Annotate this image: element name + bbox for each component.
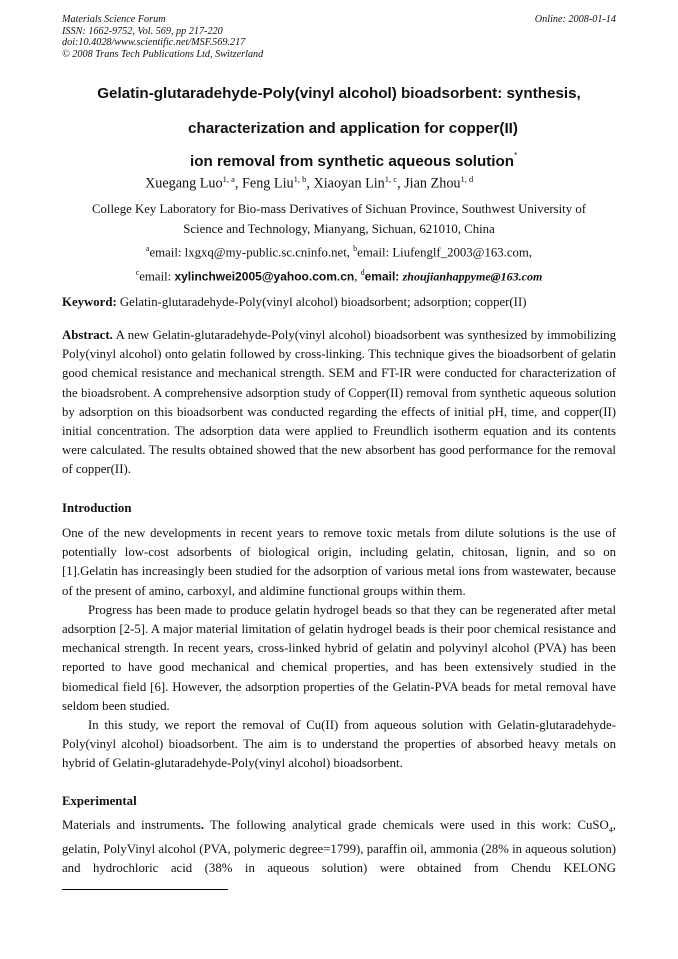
affiliation-line-1: College Key Laboratory for Bio-mass Derivatives of Sichuan Province, Southwest University of bbox=[92, 202, 586, 216]
email-line-1 bbox=[62, 239, 616, 263]
paper-title-line-3 bbox=[190, 153, 517, 170]
email-a: email: lxgxq@my-public.sc.cninfo.net, bbox=[149, 245, 354, 260]
keyword-label: Keyword: bbox=[62, 295, 117, 309]
experimental-heading: Experimental bbox=[62, 794, 137, 808]
title-line-3-text: ion removal from synthetic aqueous solution bbox=[190, 153, 515, 171]
introduction-body bbox=[62, 524, 616, 774]
author-separator: , bbox=[234, 175, 242, 192]
keyword-line bbox=[62, 293, 616, 312]
author-affiliation-mark: 1, d bbox=[460, 174, 474, 184]
title-footnote-mark: * bbox=[514, 151, 518, 160]
intro-paragraph-1: One of the new developments in recent years to remove toxic metals from dilute solutions is the use of potentially low-cost adsorbents of biological origin, including gelatin, chitosan, lignin, and so on [1].Gelatin has increasingly been studied for the adsorption of various metal ions from wastewater, because of the present of amino, carboxyl, and aldimine functional groups within them. bbox=[62, 526, 616, 598]
email-label: email: bbox=[139, 269, 175, 284]
experimental-text-a: The following analytical grade chemicals were used in this work: CuSO bbox=[204, 818, 609, 832]
email-d: zhoujianhappyme@163.com bbox=[402, 269, 543, 284]
paper-title-line-1: Gelatin-glutaradehyde-Poly(vinyl alcohol) bioadsorbent: synthesis, bbox=[97, 85, 581, 102]
email-line-2 bbox=[62, 263, 616, 287]
email-c: xylinchwei2005@yahoo.com.cn bbox=[174, 269, 355, 284]
author-affiliation-mark: 1, b bbox=[293, 174, 307, 184]
copyright-line: © 2008 Trans Tech Publications Ltd, Switzerland bbox=[62, 48, 264, 60]
affiliation-line-2: Science and Technology, Mianyang, Sichuan, 621010, China bbox=[183, 221, 495, 236]
email-mark: d bbox=[360, 267, 365, 277]
email-separator: , bbox=[354, 269, 361, 284]
intro-paragraph-3: In this study, we report the removal of Cu(II) from aqueous solution with Gelatin-glutaradehyde-Poly(vinyl alcohol) bioadsorbent. The aim is to understand the properties of absorbed heavy metals on hybrid of Gelatin-glutaradehyde-Poly(vinyl alcohol) bioadsorbent. bbox=[62, 718, 616, 771]
affiliation-block bbox=[62, 200, 616, 287]
email-mark: c bbox=[135, 267, 140, 277]
footnote-divider bbox=[62, 889, 228, 890]
experimental-text-b: , gelatin, PolyVinyl alcohol (PVA, polymeric degree=1799), paraffin oil, ammonia (28% in aqueous solution) and hydrochloric acid (38% in aqueous solution) were obtained from Chendu KELONG bbox=[62, 818, 616, 875]
author-affiliation-mark: 1, c bbox=[384, 174, 398, 184]
issn-line: ISSN: 1662-9752, Vol. 569, pp 217-220 bbox=[62, 25, 223, 37]
abstract-paragraph bbox=[62, 326, 616, 480]
materials-label-dot: . bbox=[200, 818, 205, 832]
materials-label: Materials and instruments bbox=[62, 818, 201, 832]
author-list bbox=[145, 174, 473, 193]
email-label-bold: email: bbox=[364, 269, 403, 284]
paper-title-line-2: characterization and application for copper(II) bbox=[188, 120, 518, 137]
author-name: Feng Liu bbox=[242, 175, 294, 192]
keyword-text: Gelatin-glutaradehyde-Poly(vinyl alcohol) bioadsorbent; adsorption; copper(II) bbox=[116, 295, 527, 309]
intro-paragraph-2: Progress has been made to produce gelatin hydrogel beads so that they can be regenerated after metal adsorption [2-5]. A major material limitation of gelatin hydrogel beads is their poor chemical resistance and mechanical strength. In recent years, cross-linked hybrid of gelatin and polyvinyl alcohol (PVA) has been reported to have good mechanical and chemical properties, and has been extensively studied in the biomedical field [6]. However, the adsorption properties of the Gelatin-PVA beads for metal removal have seldom been studied. bbox=[62, 602, 616, 713]
journal-header bbox=[62, 14, 616, 60]
author-name: Jian Zhou bbox=[404, 175, 461, 192]
journal-name: Materials Science Forum bbox=[62, 14, 166, 25]
author-name: Xiaoyan Lin bbox=[313, 175, 385, 192]
online-date: Online: 2008-01-14 bbox=[534, 14, 616, 25]
author-separator: , bbox=[397, 175, 405, 192]
email-b: email: Liufenglf_2003@163.com, bbox=[357, 245, 533, 260]
doi-line: doi:10.4028/www.scientific.net/MSF.569.217 bbox=[62, 37, 246, 49]
introduction-heading: Introduction bbox=[62, 501, 132, 515]
cuso4-subscript: 4 bbox=[608, 825, 613, 835]
author-name: Xuegang Luo bbox=[145, 175, 223, 192]
author-separator: , bbox=[306, 175, 314, 192]
author-affiliation-mark: 1, a bbox=[222, 174, 235, 184]
experimental-paragraph bbox=[62, 816, 616, 878]
abstract-label: Abstract. bbox=[62, 328, 113, 342]
email-mark: a bbox=[145, 244, 150, 253]
abstract-text: A new Gelatin-glutaradehyde-Poly(vinyl alcohol) bioadsorbent was synthesized by immobilizing Poly(vinyl alcohol) onto gelatin followed by cross-linking. This technique gives the bioadsorbent of gelatin good chemical resistance and mechanical strength. SEM and FT-IR were conducted for characterization of the bioadsrobent. A comprehensive adsorption study of Copper(II) removal from synthetic aqueous solution by adsorption on this bioadsorbent was conducted regarding the effects of initial pH, time, and copper(II) initial concentration. The adsorption data were applied to Freundlich isotherm equation and its contents were calculated. The results obtained showed that the new absorbent has good performance for the removal of copper(II). bbox=[62, 328, 616, 477]
email-mark: b bbox=[353, 244, 358, 253]
